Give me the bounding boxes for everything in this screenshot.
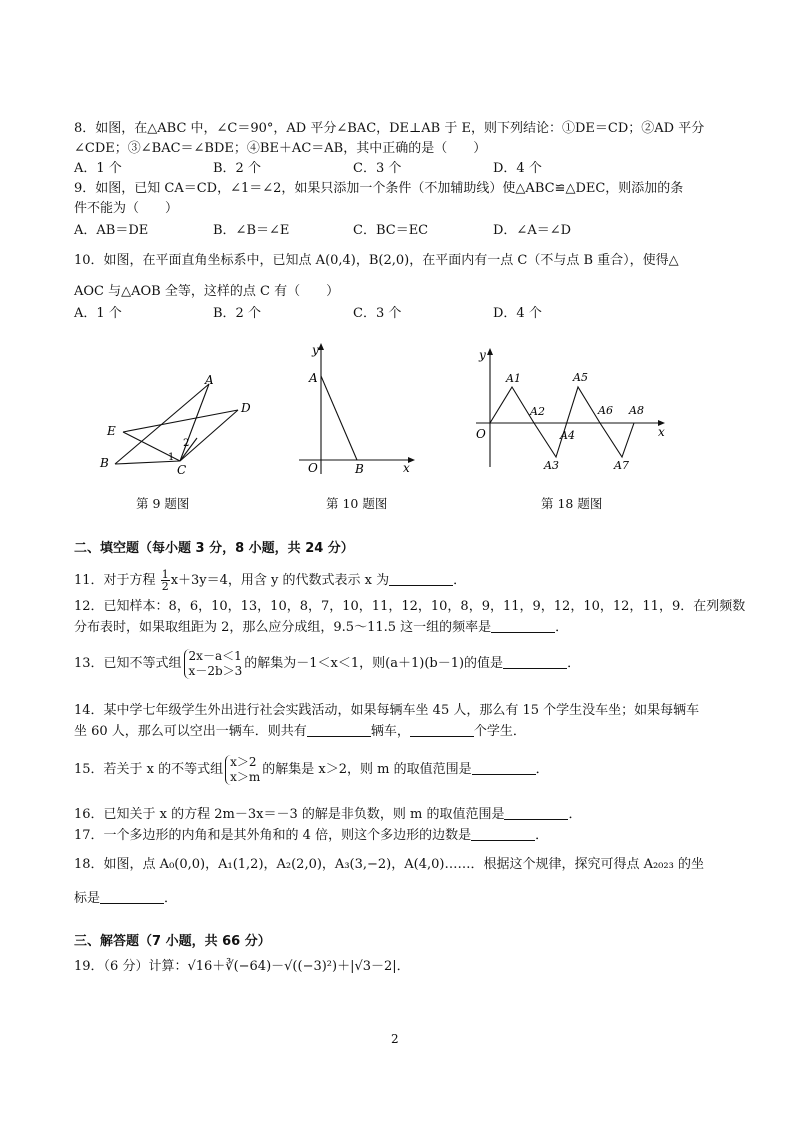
q10-line1: 10．如图，在平面直角坐标系中，已知点 A(0,4)，B(2,0)，在平面内有一点 C（不与点 B 重合），使得△ bbox=[74, 253, 679, 268]
q17-end: ． bbox=[535, 828, 549, 843]
fig18-label-a4: A4 bbox=[560, 429, 575, 442]
q19-pre: 19．（6 分）计算： bbox=[74, 959, 188, 974]
q9-option-a: A．AB＝DE bbox=[74, 223, 149, 238]
q8-line1: 8．如图，在△ABC 中，∠C＝90°，AD 平分∠BAC，DE⊥AB 于 E，则下列结论：①DE＝CD；②AD 平分 bbox=[74, 121, 705, 136]
q18-end: ． bbox=[164, 891, 178, 906]
figure-9-caption: 第 9 题图 bbox=[136, 496, 190, 511]
q14-answer-blank-2[interactable] bbox=[410, 724, 474, 737]
q10-line2: AOC 与△AOB 全等，这样的点 C 有（ ） bbox=[74, 284, 340, 299]
fig10-label-o: O bbox=[308, 461, 318, 475]
q13 bbox=[74, 647, 580, 681]
q14-line1: 14．某中学七年级学生外出进行社会实践活动，如果每辆车坐 45 人，那么有 15 个学生没车坐；如果每辆车 bbox=[74, 703, 700, 718]
q14-answer-blank-1[interactable] bbox=[307, 724, 371, 737]
q15-eq2: x＞m bbox=[230, 769, 261, 784]
q12-line2: 分布表时，如果取组距为 2，那么应分成组，9.5～11.5 这一组的频率是 bbox=[74, 620, 492, 635]
q19-expression: √16＋∛(−64)－√((−3)²)＋|√3－2|． bbox=[187, 959, 410, 974]
q13-eq1: 2x－a＜1 bbox=[188, 648, 242, 663]
q8-option-d: D．4 个 bbox=[493, 161, 542, 176]
q8-option-c: C．3 个 bbox=[353, 161, 402, 176]
q17 bbox=[74, 827, 548, 845]
q18-line2: 标是 bbox=[74, 891, 101, 906]
fig9-label-2: 2 bbox=[183, 438, 190, 449]
q16-end: ． bbox=[568, 807, 582, 822]
q17-answer-blank[interactable] bbox=[471, 828, 535, 841]
section-2-title: 二、填空题（每小题 3 分，8 小题，共 24 分） bbox=[74, 541, 354, 556]
fig9-label-e: E bbox=[107, 424, 116, 438]
fig10-label-b: B bbox=[355, 462, 364, 476]
section-3-title: 三、解答题（7 小题，共 66 分） bbox=[74, 934, 271, 949]
q9-line2: 件不能为（ ） bbox=[74, 201, 179, 216]
q12-line1: 12．已知样本：8，6，10，13，10，8，7，10，11，12，10，8，9，11，9，12，10，12，11，9．在列频数 bbox=[74, 599, 746, 614]
q18-answer-blank[interactable] bbox=[100, 891, 164, 904]
fig18-label-y: y bbox=[479, 348, 486, 362]
q10-option-d: D．4 个 bbox=[493, 306, 542, 321]
q11-frac-den: 2 bbox=[161, 580, 169, 593]
fig18-label-a6: A6 bbox=[598, 404, 613, 417]
q10-option-b: B．2 个 bbox=[213, 306, 261, 321]
q15 bbox=[74, 753, 549, 787]
q18-line1: 18．如图，点 A₀(0,0)，A₁(1,2)，A₂(2,0)，A₃(3,−2)，A(4,0)……．根据这个规律，探究可得点 A₂₀₂₃ 的坐 bbox=[74, 857, 704, 872]
q15-end: ． bbox=[535, 762, 549, 777]
q17-text: 17．一个多边形的内角和是其外角和的 4 倍，则这个多边形的边数是 bbox=[74, 828, 472, 843]
q16-text: 16．已知关于 x 的方程 2m－3x＝－3 的解是非负数，则 m 的取值范围是 bbox=[74, 807, 505, 822]
q12-answer-blank[interactable] bbox=[491, 620, 555, 633]
q11-fraction bbox=[161, 569, 170, 592]
q10-option-c: C．3 个 bbox=[353, 306, 402, 321]
fig9-label-a: A bbox=[205, 373, 214, 387]
fig18-label-a3: A3 bbox=[544, 459, 559, 472]
page-number: 2 bbox=[391, 1032, 399, 1046]
fig9-label-1: 1 bbox=[168, 452, 175, 463]
fig18-label-x: x bbox=[658, 425, 665, 439]
q12-end: ． bbox=[555, 620, 569, 635]
fig18-label-a8: A8 bbox=[629, 404, 644, 417]
fig10-label-a: A bbox=[309, 371, 318, 385]
q8-option-a: A．1 个 bbox=[74, 161, 122, 176]
q11-post: x＋3y＝4，用含 y 的代数式表示 x 为 bbox=[170, 573, 390, 588]
fig9-label-d: D bbox=[241, 401, 251, 415]
q9-line1: 9．如图，已知 CA＝CD，∠1＝∠2，如果只添加一个条件（不加辅助线）使△ABC≌△DEC，则添加的条 bbox=[74, 181, 684, 196]
fig10-label-y: y bbox=[312, 343, 319, 357]
q13-end: ． bbox=[567, 656, 581, 671]
figure-10-caption: 第 10 题图 bbox=[326, 496, 388, 511]
q9-option-b: B．∠B＝∠E bbox=[213, 223, 290, 238]
fig18-label-a5: A5 bbox=[573, 371, 588, 384]
fig18-label-a1: A1 bbox=[506, 372, 521, 385]
q13-inequality-system bbox=[184, 649, 243, 679]
q11-answer-blank[interactable] bbox=[389, 573, 453, 586]
q14-line2c: 个学生． bbox=[473, 724, 526, 739]
q9-option-c: C．BC＝EC bbox=[353, 223, 429, 238]
q11-end: ． bbox=[453, 573, 467, 588]
q18-line2-wrap bbox=[74, 890, 177, 908]
q8-line2: ∠CDE；③∠BAC＝∠BDE；④BE＋AC＝AB，其中正确的是（ ） bbox=[74, 141, 487, 156]
q13-eq2: x－2b＞3 bbox=[188, 663, 243, 678]
figure-18 bbox=[468, 345, 673, 475]
q11-frac-num: 1 bbox=[161, 568, 169, 581]
q15-pre: 15．若关于 x 的不等式组 bbox=[74, 762, 224, 777]
fig9-label-c: C bbox=[177, 463, 187, 477]
q13-post: 的解集为－1＜x＜1，则(a＋1)(b－1)的值是 bbox=[244, 656, 504, 671]
q16 bbox=[74, 806, 581, 824]
q9-option-d: D．∠A＝∠D bbox=[493, 223, 572, 238]
figure-9 bbox=[95, 370, 265, 480]
fig9-label-b: B bbox=[100, 456, 109, 470]
q15-answer-blank[interactable] bbox=[472, 762, 536, 775]
q14-line2b: 辆车， bbox=[370, 724, 410, 739]
figure-18-caption: 第 18 题图 bbox=[541, 496, 603, 511]
q16-answer-blank[interactable] bbox=[504, 807, 568, 820]
q14-line2a: 坐 60 人，那么可以空出一辆车．则共有 bbox=[74, 724, 307, 739]
q11 bbox=[74, 566, 466, 596]
fig18-label-a2: A2 bbox=[530, 405, 545, 418]
q15-post: 的解集是 x＞2，则 m 的取值范围是 bbox=[262, 762, 472, 777]
figure-10 bbox=[295, 342, 420, 477]
fig18-label-a7: A7 bbox=[614, 459, 629, 472]
fig10-label-x: x bbox=[403, 461, 410, 475]
q14-line2 bbox=[74, 723, 526, 741]
q8-option-b: B．2 个 bbox=[213, 161, 261, 176]
q11-pre: 11．对于方程 bbox=[74, 573, 160, 588]
q13-answer-blank[interactable] bbox=[503, 656, 567, 669]
fig18-label-o: O bbox=[476, 427, 486, 441]
q13-pre: 13．已知不等式组 bbox=[74, 656, 182, 671]
q15-eq1: x＞2 bbox=[230, 754, 257, 769]
q19 bbox=[74, 958, 410, 976]
q15-inequality-system bbox=[225, 755, 260, 785]
q12-line2-wrap bbox=[74, 619, 568, 637]
q10-option-a: A．1 个 bbox=[74, 306, 122, 321]
